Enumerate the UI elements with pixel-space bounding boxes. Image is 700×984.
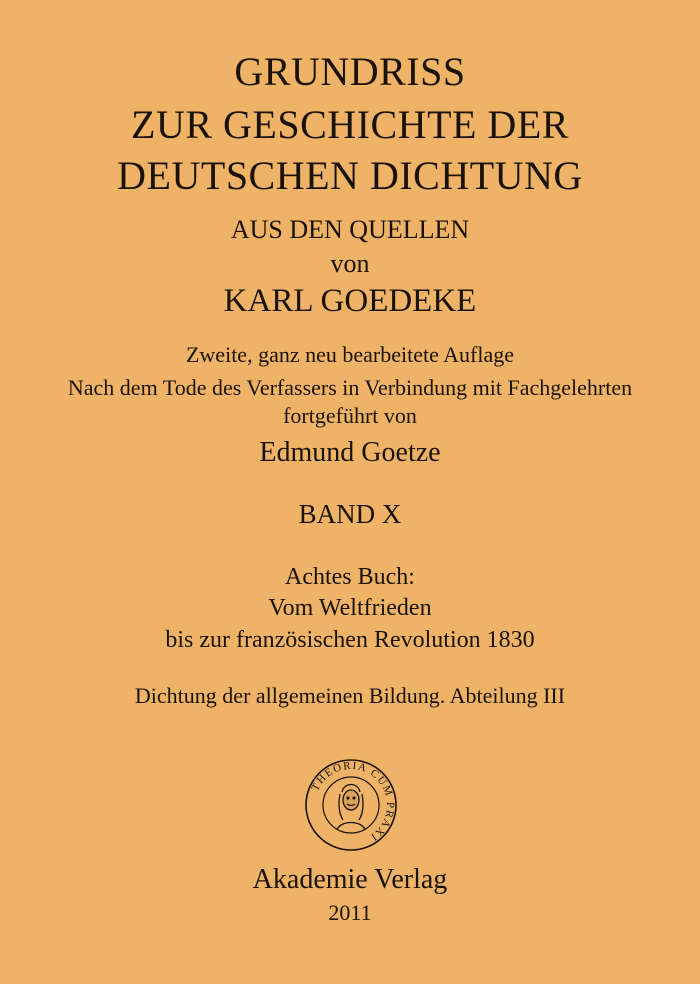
publisher-name: Akademie Verlag <box>252 864 448 895</box>
book-line-1: Achtes Buch: <box>285 564 415 590</box>
edition-statement: Zweite, ganz neu bearbeitete Auflage <box>185 342 514 367</box>
title-line-3: DEUTSCHEN DICHTUNG <box>117 153 583 198</box>
publication-year: 2011 <box>328 900 372 925</box>
book-line-3: bis zur französischen Revolution 1830 <box>165 627 535 653</box>
continuation-line-1: Nach dem Tode des Verfassers in Verbindung mit Fachgelehrten <box>67 375 633 400</box>
title-line-2: ZUR GESCHICHTE DER <box>131 102 569 147</box>
book-line-2: Vom Weltfrieden <box>268 595 432 621</box>
author-name: KARL GOEDEKE <box>223 283 477 319</box>
publisher-seal-icon <box>304 758 398 852</box>
source-line: AUS DEN QUELLEN <box>230 215 470 244</box>
title-line-1: GRUNDRISS <box>234 49 466 94</box>
seal-text: THEORIA CUM PRAXI <box>309 759 397 844</box>
by-word: von <box>330 249 370 278</box>
volume-label: BAND X <box>298 499 402 529</box>
editor-name: Edmund Goetze <box>259 437 441 468</box>
section-line: Dichtung der allgemeinen Bildung. Abteilung III <box>134 683 566 708</box>
continuation-line-2: fortgeführt von <box>283 403 417 428</box>
portrait-bust <box>337 785 365 831</box>
